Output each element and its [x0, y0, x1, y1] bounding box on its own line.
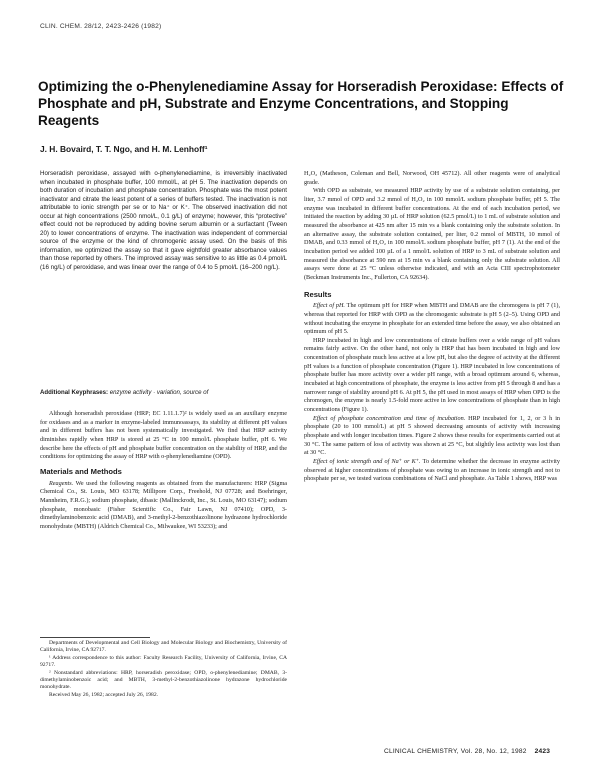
results-ionic-paragraph: [304, 458, 560, 484]
footnote-2: ² Nonstandard abbreviations: HRP, horseradish peroxidase; OPD, o-phenylenediamine; DMAB, 3-dimethylaminobenzoic acid; and MBTH, 3-methyl-2-benzothiazolinone hydrazone hydrochloride monohydrate.: [40, 669, 287, 691]
footnotes: [40, 640, 287, 699]
footnote-1: ¹ Address correspondence to this author: Faculty Research Facility, University of California, Irvine, CA 92717.: [40, 654, 287, 669]
article-title: Optimizing the o-Phenylenediamine Assay for Horseradish Peroxidase: Effects of Phosphate and pH, Substrate and Enzyme Concentrations, and Stopping Reagents: [38, 79, 564, 128]
intro-paragraph: Although horseradish peroxidase (HRP; EC 1.11.1.7)² is widely used as an auxiliary enzyme for oxidases and as a marker in enzyme-labeled immunoassays, its stability at different pH values and in different buffers has not been systematically investigated. We find that HRP activity diminishes rapidly when HRP is stored at 25 °C in 100 mmol/L phosphate buffer, pH 6. We describe here the effects of pH and phosphate buffer concentration on the stability of HRP, and the conditions for optimizing the assay of HRP with o-phenylenediamine (OPD).: [40, 410, 287, 461]
results-heading: Results: [304, 289, 332, 299]
received-date: Received May 26, 1982; accepted July 26, 1982.: [49, 691, 159, 698]
results-ph-text: The optimum pH for HRP when MBTH and DMAB are the chromogens is pH 7 (1), whereas that reported for HRP with OPD as the chromogenic substrate is pH 5 (2–5). Using OPD and without incubating the enzyme in phosphate for an extended time before the assay, we also obtained an optimum of pH 5.: [304, 302, 560, 336]
reagents-paragraph: [40, 480, 287, 532]
footnote-rule: [40, 637, 150, 638]
footer-journal: CLINICAL CHEMISTRY, Vol. 28, No. 12, 1982: [384, 748, 527, 755]
abstract: Horseradish peroxidase, assayed with o-phenylenediamine, is irreversibly inactivated when incubated in phosphate buffer, 100 mmol/L, at pH 5. The inactivation depends on both duration of incubation and phosphate concentration. Phosphate was the most potent inactivator and citrate the least potent of a series of buffers tested. The inactivation is not attributable to ionic strength per se or to Na⁺ or K⁺. The observed inactivation did not occur at high concentrations (2500 nmol/L, 0.1 g/L) of enzyme; however, this “protective” effect could not be reproduced by adding bovine serum albumin or a surfactant (Tween 20) to lower concentrations of enzyme. The inactivation was independent of commercial source of the enzyme or the kind of chromogenic assay used. On the basis of this information, we optimized the assay so that it gave eightfold greater absorbance values than those reported by others. The improved assay was sensitive to as little as 0.4 pmol/L (16 ng/L) of peroxidase, and was linear over the range of 0.4 to 5 pmol/L (16–200 ng/L).: [40, 170, 287, 272]
results-phosphate-paragraph: [304, 415, 560, 458]
keyphrases-text: enzyme activity · variation, source of: [109, 389, 209, 396]
footnote-affiliation: Departments of Developmental and Cell Biology and Molecular Biology and Biochemistry, University of California, Irvine, CA 92717.: [40, 640, 287, 654]
assay-paragraph: With OPD as substrate, we measured HRP activity by use of a substrate solution containing, per liter, 3.7 mmol of OPD and 3.2 mmol of H₂O₂ in 100 mmol/L sodium phosphate buffer, pH 5. The enzyme was incubated in different buffer concentrations. At the end of each incubation period, we initiated the reaction by adding 30 µL of HRP solution (62.5 pmol/L) to 1 mL of substrate solution and measured the absorbance at 425 nm after 15 min vs a blank containing only the substrate solution. In an alternative assay, the substrate solution contained, per liter, 0.2 mmol of MBTH, 10 mmol of DMAB, and 0.33 mmol of H₂O₂ in 100 mmol/L sodium phosphate buffer, pH 7 (1). At the end of the incubation period we added 100 µL of a 1 nmol/L solution of HRP to 3 mL of substrate solution and measured the absorbance at 590 nm at 15 min vs a blank containing only the substrate solution. All assays were done at 25 °C unless otherwise indicated, and with an Acta CIII spectrophotometer (Beckman Instruments Inc., Fullerton, CA 92634).: [304, 187, 560, 281]
reagents-label: Reagents.: [49, 479, 74, 487]
methods-heading: Materials and Methods: [40, 466, 122, 476]
results-phosphate-text: HRP incubated for 1, 2, or 3 h in phosphate (20 to 100 mmol/L) at pH 5 showed decreasing amounts of activity with increasing phosphate and with longer incubation times. Figure 2 shows these results for experiments carried out at 30 °C. The same pattern of loss of activity was shown at 25 °C, but slightly less activity was lost than at 30 °C.: [304, 414, 561, 457]
results-buffer-paragraph: HRP incubated in high and low concentrations of citrate buffers over a wide range of pH values remains fairly active. On the other hand, not only is HRP that has been incubated in high and low concentration of phosphate much less active at a low pH, but also the degree of activity at the different pH values is a function of phosphate concentration (Figure 1). HRP incubated in low concentrations of phosphate buffer has more activity over a wider pH range, with a broad optimum around 6, whereas, incubated at high concentrations of phosphate, the enzyme is less active from pH 5 through 8 and has a narrower range of stability around pH 6. At pH 5, the pH used in most assays of HRP when OPD is the chromogen, the enzyme is nearly 1.5-fold more active in low concentrations of phosphate than in high concentrations (Figure 1).: [304, 336, 560, 414]
keyphrases: [40, 389, 287, 397]
page-footer: [384, 748, 550, 755]
author-line: J. H. Bovaird, T. T. Ngo, and H. M. Lenhoff¹: [40, 144, 208, 154]
results-phosphate-label: Effect of phosphate concentration and time of incubation.: [313, 414, 466, 422]
results-ph-paragraph: [304, 302, 560, 337]
journal-header: CLIN. CHEM. 28/12, 2423-2426 (1982): [40, 23, 162, 30]
right-column-body: [304, 170, 560, 484]
left-column-body: [40, 410, 287, 532]
page-number: 2423: [534, 748, 551, 755]
results-ionic-label: Effect of ionic strength and of Na⁺ or K⁺.: [313, 458, 421, 465]
results-ph-label: Effect of pH.: [313, 302, 345, 310]
methods-continued: H₂O₂ (Matheson, Coleman and Bell, Norwood, OH 45712). All other reagents were of analytical grade.: [304, 170, 560, 186]
keyphrases-label: Additional Keyphrases:: [40, 389, 109, 396]
results-ionic-text: To determine whether the decrease in enzyme activity observed at higher concentrations of phosphate was owing to an increase in ionic strength and not to phosphate per se, we tested various combinations of NaCl and phosphate. As Table 1 shows, HRP was: [304, 458, 560, 483]
reagents-text: We used the following reagents as obtained from the manufacturers: HRP (Sigma Chemical Co., St. Louis, MO 63178; Millipore Corp., Freehold, NJ 07728; and Boehringer, Mannheim, F.R.G.); sodium phosphate, dibasic (Mallinckrodt, Inc., St. Louis, MO 63147); sodium phosphate, monobasic (Fisher Scientific Co., Fair Lawn, NJ 07410); OPD, 3-dimethylaminobenzoic acid (DMAB), and 3-methyl-2-benzothiazolinone hydrazone hydrochloride monohydrate (MBTH) (Aldrich Chemical Co., Milwaukee, WI 53233); and: [40, 479, 288, 530]
